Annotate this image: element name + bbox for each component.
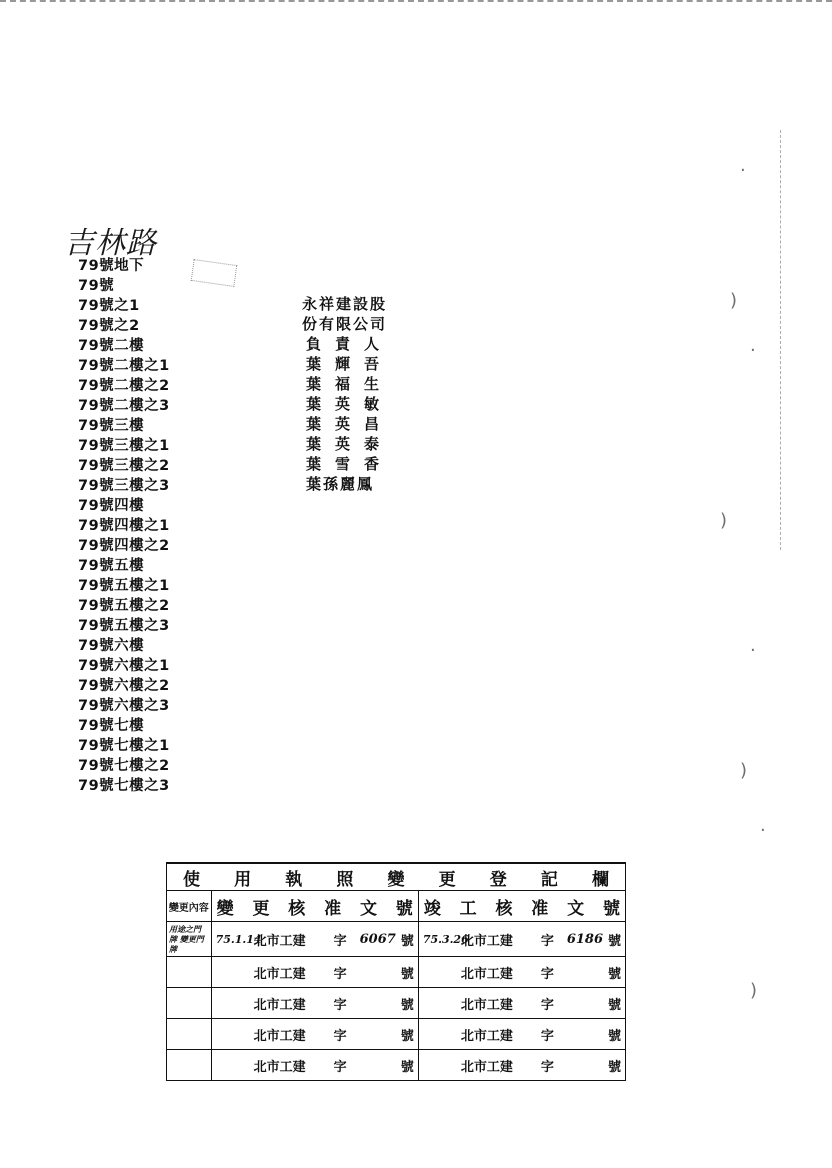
change-content-handwritten [167,1032,211,1036]
number-suffix-label: 號 [400,933,414,949]
change-content-handwritten [167,970,211,974]
change-number-wrap [212,988,418,1018]
registry-title: 使 用 執 照 變 更 登 記 欄 [167,863,626,891]
unit-address: 79號三樓之3 [78,478,170,494]
change-number-wrap [212,1050,418,1080]
owner-list [302,294,393,494]
complete-number-cell [418,922,625,957]
unit-address: 79號六樓之3 [78,698,170,714]
unit-address: 79號二樓 [78,338,145,354]
char-label: 字 [333,1059,347,1075]
unit-address: 79號六樓 [78,638,145,654]
small-stamp-mark [191,259,238,287]
unit-address: 79號 [78,278,115,294]
authority-label: 北市工建 [253,997,306,1013]
change-number-cell [211,1019,418,1050]
change-number-wrap [212,922,418,956]
number-suffix-label: 號 [400,1059,414,1075]
complete-number-handwritten: 6186 [566,931,603,947]
unit-address: 79號二樓之3 [78,398,170,414]
change-content-cell [167,957,212,988]
responsible-person-label: 負責人 [306,335,394,353]
change-content-cell [167,1019,212,1050]
char-label: 字 [333,997,347,1013]
unit-address: 79號三樓之2 [78,458,170,474]
registry-row [167,1050,626,1081]
registry-row [167,922,626,957]
unit-address: 79號七樓 [78,718,145,734]
number-suffix-label: 號 [607,997,621,1013]
number-suffix-label: 號 [607,933,621,949]
owner-name: 葉孫麗鳳 [306,475,375,493]
authority-label: 北市工建 [253,1028,306,1044]
complete-number-cell [418,957,625,988]
change-number-wrap [212,957,418,987]
col-header-complete: 竣 工 核 准 文 號 [418,891,625,922]
complete-number-wrap [419,1050,625,1080]
unit-address: 79號四樓之2 [78,538,170,554]
char-label: 字 [540,1059,554,1075]
change-content-cell [167,922,212,957]
scan-margin-marks: · ) · ) · ) · ) [720,160,766,1001]
street-name-handwritten: 吉林路 [64,226,157,261]
unit-address: 79號之2 [78,318,140,334]
number-suffix-label: 號 [400,997,414,1013]
unit-address: 79號二樓之2 [78,378,170,394]
license-change-registry-table [166,862,626,1081]
complete-number-cell [418,1019,625,1050]
change-number-wrap [212,1019,418,1049]
change-date-handwritten: 75.1.14 [215,932,262,946]
char-label: 字 [333,933,347,949]
change-content-cell [167,1050,212,1081]
unit-address: 79號地下 [78,258,145,274]
owner-name: 葉輝吾 [306,355,394,373]
scan-edge-marks [0,0,832,8]
change-number-cell [211,922,418,957]
unit-address: 79號三樓之1 [78,438,170,454]
number-suffix-label: 號 [607,1028,621,1044]
number-suffix-label: 號 [607,1059,621,1075]
authority-label: 北市工建 [460,966,513,982]
number-suffix-label: 號 [607,966,621,982]
char-label: 字 [540,1028,554,1044]
char-label: 字 [333,1028,347,1044]
authority-label: 北市工建 [460,1059,513,1075]
authority-label: 北市工建 [253,966,306,982]
complete-number-wrap [419,988,625,1018]
char-label: 字 [333,966,347,982]
authority-label: 北市工建 [253,1059,306,1075]
unit-address: 79號三樓 [78,418,145,434]
change-number-handwritten: 6067 [359,931,396,947]
authority-label: 北市工建 [460,1028,513,1044]
change-number-cell [211,988,418,1019]
unit-address: 79號六樓之1 [78,658,170,674]
owner-name: 葉福生 [306,375,394,393]
change-number-cell [211,957,418,988]
unit-address: 79號二樓之1 [78,358,170,374]
number-suffix-label: 號 [400,966,414,982]
char-label: 字 [540,933,554,949]
registry-row [167,988,626,1019]
unit-address: 79號五樓之3 [78,618,170,634]
registry-row [167,957,626,988]
complete-number-wrap [419,957,625,987]
char-label: 字 [540,966,554,982]
change-content-handwritten [167,1063,211,1067]
number-suffix-label: 號 [400,1028,414,1044]
registry-row [167,1019,626,1050]
col-header-change: 變 更 核 准 文 號 [211,891,418,922]
char-label: 字 [540,997,554,1013]
unit-address: 79號七樓之3 [78,778,170,794]
authority-label: 北市工建 [460,933,513,949]
col-header-content: 變更內容 [167,891,212,922]
owner-name: 葉英敏 [306,395,394,413]
change-content-handwritten: 用途之門牌 變更門牌 [169,924,204,954]
owner-name: 葉英泰 [306,435,394,453]
authority-label: 北市工建 [253,933,306,949]
change-content-cell [167,988,212,1019]
owner-name: 葉英昌 [306,415,394,433]
company-name-line2: 份有限公司 [302,315,388,333]
complete-number-cell [418,988,625,1019]
complete-number-cell [418,1050,625,1081]
unit-address: 79號五樓 [78,558,145,574]
complete-number-wrap [419,922,625,956]
change-number-cell [211,1050,418,1081]
company-name-line1: 永祥建設股 [302,295,388,313]
unit-address-list [78,256,170,796]
unit-address: 79號五樓之1 [78,578,170,594]
unit-address: 79號七樓之1 [78,738,170,754]
complete-date-handwritten: 75.3.26 [422,932,469,946]
authority-label: 北市工建 [460,997,513,1013]
unit-address: 79號四樓之1 [78,518,170,534]
unit-address: 79號之1 [78,298,140,314]
owner-name: 葉雪香 [306,455,394,473]
change-content-handwritten [167,1001,211,1005]
unit-address: 79號七樓之2 [78,758,170,774]
unit-address: 79號五樓之2 [78,598,170,614]
unit-address: 79號四樓 [78,498,145,514]
unit-address: 79號六樓之2 [78,678,170,694]
complete-number-wrap [419,1019,625,1049]
